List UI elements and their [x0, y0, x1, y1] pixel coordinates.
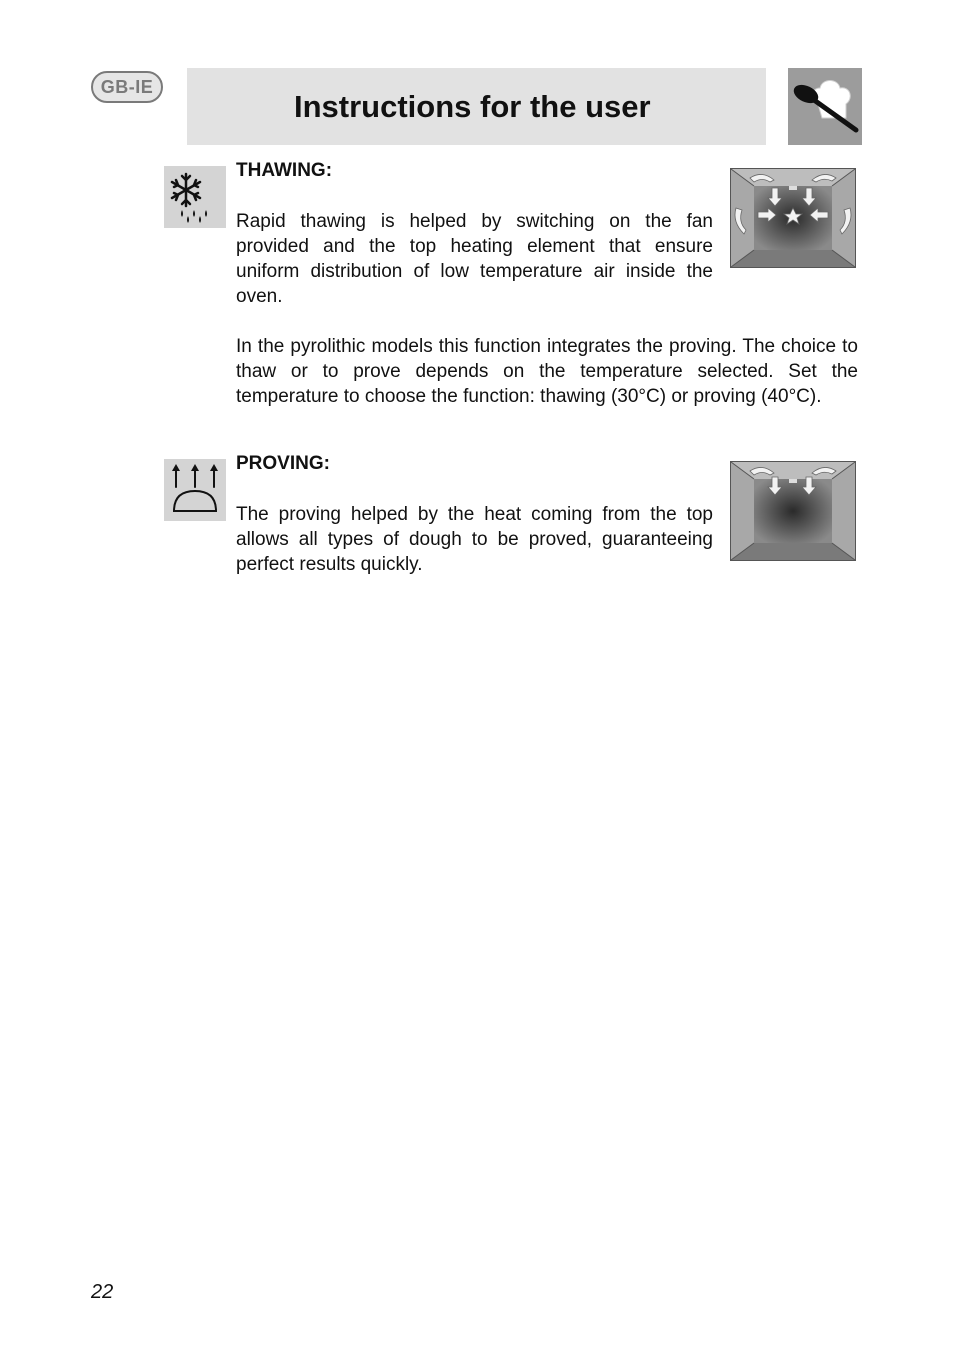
oven-fan-airflow-illustration	[730, 168, 856, 268]
region-badge: GB-IE	[91, 71, 163, 103]
thawing-title: THAWING:	[236, 160, 333, 181]
thawing-paragraph-1: Rapid thawing is helped by switching on the fan provided and the top heating element that ensure uniform distribution of low temperature air inside the oven.	[236, 211, 713, 307]
title-bar	[187, 68, 766, 145]
page-number: 22	[91, 1281, 114, 1303]
proving-title: PROVING:	[236, 453, 330, 474]
oven-top-heat-illustration	[730, 461, 856, 561]
thawing-paragraph-2: In the pyrolithic models this function integrates the proving. The choice to thaw or to prove depends on the temperature selected. Set the temperature to choose the function: thawing (30°C) or proving (40°C).	[236, 336, 858, 407]
page-title: Instructions for the user	[294, 88, 651, 124]
chef-hat-spoon-icon	[788, 68, 862, 145]
dome-heat-arrows-icon	[164, 459, 226, 521]
proving-paragraph-1: The proving helped by the heat coming from the top allows all types of dough to be proved, guaranteeing perfect results quickly.	[236, 504, 713, 575]
snowflake-drops-icon	[164, 166, 226, 228]
